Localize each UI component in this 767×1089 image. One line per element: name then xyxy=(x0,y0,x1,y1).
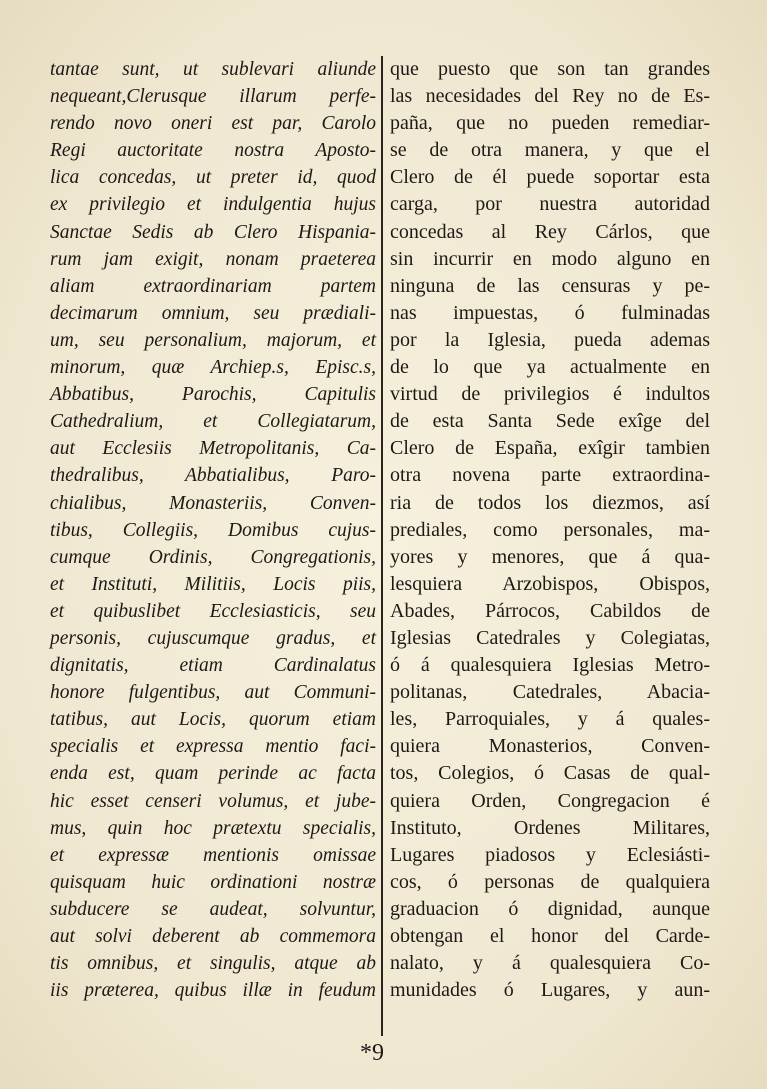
latin-line: rendo novo oneri est par, Carolo xyxy=(50,113,376,135)
latin-line: aut solvi deberent ab commemora xyxy=(50,926,376,947)
latin-line: et expressæ mentionis omissae xyxy=(50,844,376,866)
spanish-line: Abades, Párrocos, Cabildos de xyxy=(390,599,710,622)
latin-line: tantae sunt, ut sublevari aliunde xyxy=(50,59,376,80)
latin-line: nequeant,Clerusque illarum perfe- xyxy=(50,86,376,108)
latin-line: minorum, quæ Archiep.s, Episc.s, xyxy=(50,357,376,379)
spanish-line: Iglesias Catedrales y Colegiatas, xyxy=(390,626,710,649)
spanish-line: paña, que no pueden remediar- xyxy=(390,112,710,135)
latin-line: ex privilegio et indulgentia hujus xyxy=(50,194,376,216)
spanish-line: graduacion ó dignidad, aunque xyxy=(390,897,710,920)
spanish-line: ria de todos los diezmos, así xyxy=(390,491,710,514)
spanish-line: Lugares piadosos y Eclesiásti- xyxy=(390,843,710,866)
spanish-line: concedas al Rey Cárlos, que xyxy=(390,220,710,243)
spanish-line: ninguna de las censuras y pe- xyxy=(390,274,710,297)
latin-line: tis omnibus, et singulis, atque ab xyxy=(50,953,376,975)
latin-line: thedralibus, Abbatialibus, Paro- xyxy=(50,465,376,487)
spanish-line: nas impuestas, ó fulminadas xyxy=(390,301,710,324)
column-divider xyxy=(381,56,383,1036)
latin-column xyxy=(50,56,376,1004)
latin-line: personis, cujuscumque gradus, et xyxy=(50,627,376,649)
latin-line: tibus, Collegiis, Domibus cujus- xyxy=(50,519,376,541)
spanish-line: sin incurrir en modo alguno en xyxy=(390,247,710,270)
latin-line: subducere se audeat, solvuntur, xyxy=(50,898,376,920)
latin-line: rum jam exigit, nonam praeterea xyxy=(50,248,376,270)
latin-line: lica concedas, ut preter id, quod xyxy=(50,167,376,189)
spanish-line: de lo que ya actualmente en xyxy=(390,356,710,379)
spanish-line: politanas, Catedrales, Abacia- xyxy=(390,681,710,704)
spanish-line: virtud de privilegios é indultos xyxy=(390,383,710,406)
spanish-line: lesquiera Arzobispos, Obispos, xyxy=(390,572,710,595)
spanish-line: las necesidades del Rey no de Es- xyxy=(390,85,710,108)
spanish-line: ó á qualesquiera Iglesias Metro- xyxy=(390,654,710,677)
spanish-line: por la Iglesia, pueda ademas xyxy=(390,328,710,351)
latin-line: decimarum omnium, seu prædiali- xyxy=(50,302,376,324)
spanish-line: nalato, y á qualesquiera Co- xyxy=(390,952,710,975)
spanish-line: obtengan el honor del Carde- xyxy=(390,925,710,947)
spanish-line: tos, Colegios, ó Casas de qual- xyxy=(390,762,710,785)
latin-line: et Instituti, Militiis, Locis piis, xyxy=(50,573,376,595)
spanish-line: quiera Orden, Congregacion é xyxy=(390,789,710,812)
spanish-column xyxy=(390,56,710,1004)
spanish-line: Clero de España, exîgir tambien xyxy=(390,437,710,460)
spanish-line: se de otra manera, y que el xyxy=(390,139,710,162)
latin-line: honore fulgentibus, aut Communi- xyxy=(50,682,376,704)
latin-line: mus, quin hoc prætextu specialis, xyxy=(50,817,376,839)
spanish-line: que puesto que son tan grandes xyxy=(390,58,710,80)
spanish-line: Instituto, Ordenes Militares, xyxy=(390,816,710,839)
latin-line: Sanctae Sedis ab Clero Hispania- xyxy=(50,221,376,243)
spanish-line: otra novena parte extraordina- xyxy=(390,464,710,487)
latin-line: et quibuslibet Ecclesiasticis, seu xyxy=(50,600,376,622)
spanish-line: Clero de él puede soportar esta xyxy=(390,166,710,189)
spanish-line: de esta Santa Sede exîge del xyxy=(390,410,710,433)
latin-line: Regi auctoritate nostra Aposto- xyxy=(50,140,376,162)
latin-line: hic esset censeri volumus, et jube- xyxy=(50,790,376,812)
spanish-line: yores y menores, que á qua- xyxy=(390,545,710,568)
latin-line: dignitatis, etiam Cardinalatus xyxy=(50,655,376,677)
latin-line: quisquam huic ordinationi nostræ xyxy=(50,871,376,893)
latin-line: aliam extraordinariam partem xyxy=(50,275,376,297)
latin-line: iis præterea, quibus illæ in feudum xyxy=(50,980,376,1002)
latin-line: um, seu personalium, majorum, et xyxy=(50,329,376,351)
latin-line: tatibus, aut Locis, quorum etiam xyxy=(50,709,376,731)
spanish-line: cos, ó personas de qualquiera xyxy=(390,870,710,893)
latin-line: Abbatibus, Parochis, Capitulis xyxy=(50,384,376,406)
spanish-line: les, Parroquiales, y á quales- xyxy=(390,708,710,731)
latin-line: aut Ecclesiis Metropolitanis, Ca- xyxy=(50,438,376,460)
latin-line: specialis et expressa mentio faci- xyxy=(50,736,376,758)
signature-mark: *9 xyxy=(360,1040,384,1066)
latin-line: Cathedralium, et Collegiatarum, xyxy=(50,411,376,433)
spanish-line: prediales, como personales, ma- xyxy=(390,518,710,541)
spanish-line: carga, por nuestra autoridad xyxy=(390,193,710,216)
latin-line: chialibus, Monasteriis, Conven- xyxy=(50,492,376,514)
spanish-line: quiera Monasterios, Conven- xyxy=(390,735,710,758)
spanish-line: munidades ó Lugares, y aun- xyxy=(390,979,710,1002)
latin-line: enda est, quam perinde ac facta xyxy=(50,763,376,785)
latin-line: cumque Ordinis, Congregationis, xyxy=(50,546,376,568)
